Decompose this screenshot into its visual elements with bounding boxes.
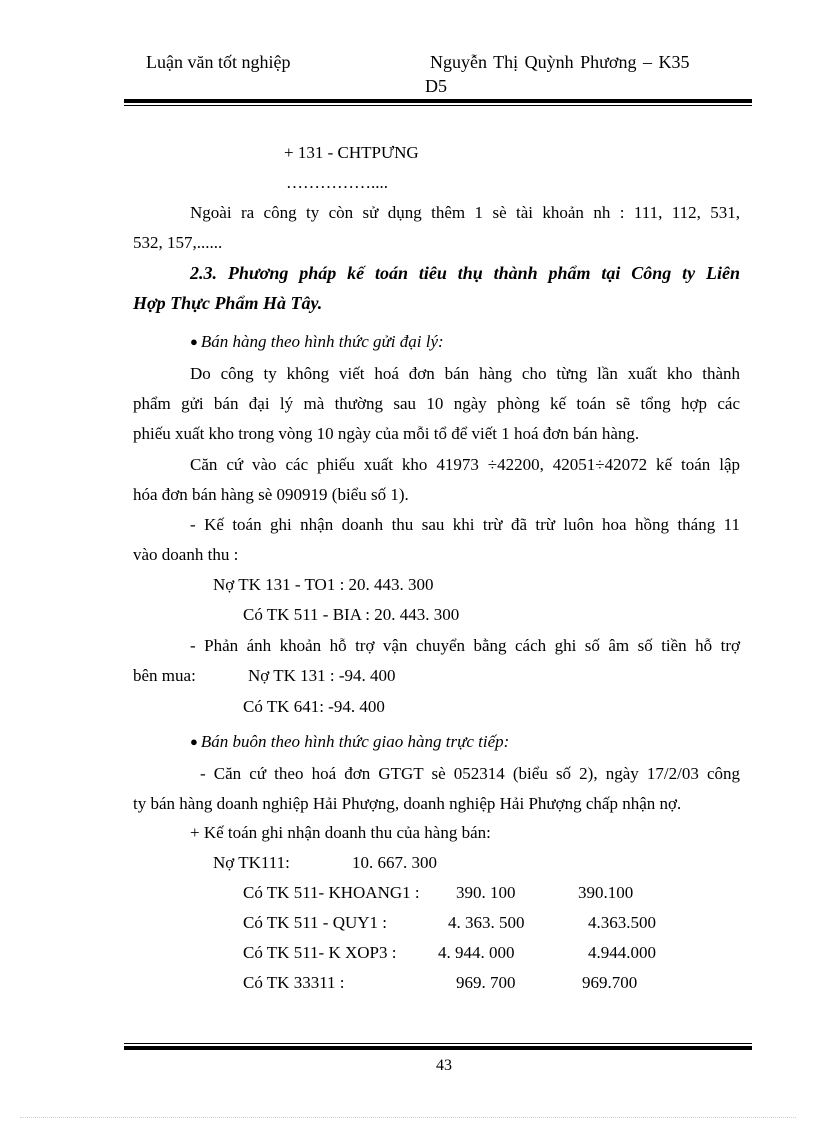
entry-row-v2: 4.363.500	[588, 913, 656, 932]
header-right: Nguyễn Thị Quỳnh Phương – K35	[430, 52, 690, 72]
para4-line1: - Kế toán ghi nhận doanh thu sau khi trừ đã trừ luôn hoa hồng tháng 11	[190, 515, 740, 534]
section-heading-line2: Hợp Thực Phẩm Hà Tây.	[133, 293, 323, 313]
entry-row-v1: 969. 700	[456, 973, 516, 992]
bullet-icon: ●	[190, 334, 198, 349]
para5-label: bên mua:	[133, 666, 196, 685]
entry-row-v2: 390.100	[578, 883, 634, 902]
entry-row-acct: Có TK 33311 :	[243, 973, 345, 992]
entry-row-acct: Có TK 511 - QUY1 :	[243, 913, 388, 932]
header-right-cont: D5	[425, 76, 447, 96]
entry-no-tk111-label: Nợ TK111:	[213, 853, 290, 872]
entry-row-v1: 4. 363. 500	[448, 913, 525, 932]
page-number: 43	[436, 1057, 452, 1074]
para2-line3: phiếu xuất kho trong vòng 10 ngày của mỗi tổ để viết 1 hoá đơn bán hàng.	[133, 424, 640, 443]
para7: + Kế toán ghi nhận doanh thu của hàng bán:	[190, 823, 491, 842]
entry-row-v1: 4. 944. 000	[438, 943, 515, 962]
bullet-icon: ●	[190, 734, 198, 749]
bullet-item-1	[190, 332, 444, 353]
para2-line2: phẩm gửi bán đại lý mà thường sau 10 ngày phòng kế toán sẽ tổng hợp các	[133, 394, 740, 413]
para4-line2: vào doanh thu :	[133, 545, 239, 564]
para1-line2: 532, 157,......	[133, 233, 223, 252]
entry-co-641: Có TK 641: -94. 400	[243, 697, 385, 716]
bullet-text-1: Bán hàng theo hình thức gửi đại lý:	[200, 332, 444, 351]
entry-row-v2: 4.944.000	[588, 943, 656, 962]
line-dots: ……………....	[286, 173, 388, 192]
para1-line1: Ngoài ra công ty còn sử dụng thêm 1 sè tài khoản nh : 111, 112, 531,	[190, 203, 740, 222]
header-rule-thin	[124, 105, 752, 106]
para3-line1: Căn cứ vào các phiếu xuất kho 41973 ÷42200, 42051÷42072 kế toán lập	[190, 455, 740, 474]
entry-row-v1: 390. 100	[456, 883, 516, 902]
bullet-text-2: Bán buôn theo hình thức giao hàng trực tiếp:	[200, 732, 510, 751]
para3-line2: hóa đơn bán hàng sè 090919 (biểu số 1).	[133, 485, 409, 504]
footer-rule-thick	[124, 1046, 752, 1050]
entry-no-131: Nợ TK 131 - TO1 : 20. 443. 300	[213, 575, 434, 594]
header-left: Luận văn tốt nghiệp	[146, 52, 291, 72]
para6-line1: - Căn cứ theo hoá đơn GTGT sè 052314 (biểu số 2), ngày 17/2/03 công	[200, 764, 740, 783]
footer-rule-thin	[124, 1043, 752, 1044]
para5-line1: - Phản ánh khoản hỗ trợ vận chuyển bằng cách ghi số âm số tiền hỗ trợ	[190, 636, 740, 655]
para5-entry: Nợ TK 131 : -94. 400	[248, 666, 396, 685]
entry-co-511-bia: Có TK 511 - BIA : 20. 443. 300	[243, 605, 460, 624]
section-heading-line1: 2.3. Phương pháp kế toán tiêu thụ thành phẩm tại Công ty Liên	[190, 263, 740, 283]
page-edge	[20, 1117, 796, 1118]
entry-row-v2: 969.700	[582, 973, 638, 992]
entry-no-tk111-value: 10. 667. 300	[352, 853, 437, 872]
entry-row-acct: Có TK 511- KHOANG1 :	[243, 883, 420, 902]
line-131: + 131 - CHTPƯNG	[284, 143, 419, 162]
entry-row-acct: Có TK 511- K XOP3 :	[243, 943, 397, 962]
para2-line1: Do công ty không viết hoá đơn bán hàng cho từng lần xuất kho thành	[190, 364, 740, 383]
para6-line2: ty bán hàng doanh nghiệp Hải Phượng, doanh nghiệp Hải Phượng chấp nhận nợ.	[133, 794, 682, 813]
header-rule-thick	[124, 99, 752, 103]
bullet-item-2	[190, 732, 509, 753]
